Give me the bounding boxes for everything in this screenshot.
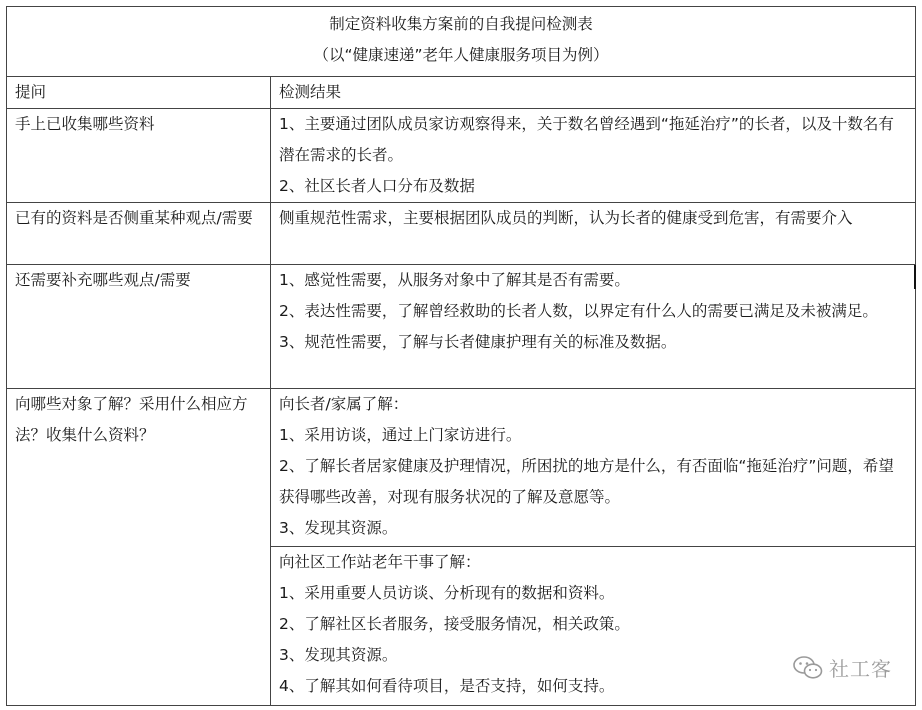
table-subtitle: （以“健康速递”老年人健康服务项目为例） [313, 46, 609, 64]
answer-line: 3、规范性需要，了解与长者健康护理有关的标准及数据。 [279, 333, 677, 351]
row-answer [271, 109, 916, 203]
answer-line: 1、采用重要人员访谈、分析现有的数据和资料。 [279, 584, 615, 602]
table-title: 制定资料收集方案前的自我提问检测表 [329, 15, 593, 33]
table-title-cell [7, 7, 916, 77]
answer-line: 3、发现其资源。 [279, 519, 398, 537]
row-answer-group-elders [271, 389, 916, 547]
watermark [793, 653, 892, 682]
header-result: 检测结果 [271, 77, 916, 109]
answer-line: 侧重规范性需求，主要根据团队成员的判断，认为长者的健康受到危害，有需要介入 [279, 209, 853, 227]
answer-line: 1、感觉性需要，从服务对象中了解其是否有需要。 [279, 271, 630, 289]
header-question: 提问 [7, 77, 271, 109]
wechat-icon [793, 655, 823, 681]
row-question [7, 203, 271, 265]
answer-line: 向长者/家属了解： [279, 395, 409, 413]
row-answer [271, 265, 916, 389]
question-text: 还需要补充哪些观点/需要 [15, 271, 191, 289]
row-question [7, 109, 271, 203]
row-question [7, 265, 271, 389]
text-cursor [914, 265, 916, 289]
answer-line: 向社区工作站老年干事了解： [279, 553, 481, 571]
answer-line: 3、发现其资源。 [279, 646, 398, 664]
self-check-table [6, 6, 916, 706]
watermark-text: 社工客 [829, 657, 892, 681]
answer-line: 1、采用访谈，通过上门家访进行。 [279, 426, 522, 444]
answer-line: 2、了解社区长者服务，接受服务情况，相关政策。 [279, 615, 630, 633]
question-text: 手上已收集哪些资料 [15, 115, 155, 133]
answer-line: 4、了解其如何看待项目，是否支持，如何支持。 [279, 677, 615, 695]
question-text: 已有的资料是否侧重某种观点/需要 [15, 209, 253, 227]
answer-line: 2、表达性需要，了解曾经救助的长者人数，以界定有什么人的需要已满足及未被满足。 [279, 302, 878, 320]
row-question [7, 389, 271, 706]
answer-line: 2、了解长者居家健康及护理情况，所困扰的地方是什么，有否面临“拖延治疗”问题，希望获得哪些改善，对现有服务状况的了解及意愿等。 [279, 457, 894, 506]
answer-line: 2、社区长者人口分布及数据 [279, 177, 475, 195]
row-answer [271, 203, 916, 265]
answer-line: 1、主要通过团队成员家访观察得来，关于数名曾经遇到“拖延治疗”的长者，以及十数名有潜在需求的长者。 [279, 115, 894, 164]
question-text: 向哪些对象了解？采用什么相应方法？收集什么资料？ [15, 395, 248, 444]
